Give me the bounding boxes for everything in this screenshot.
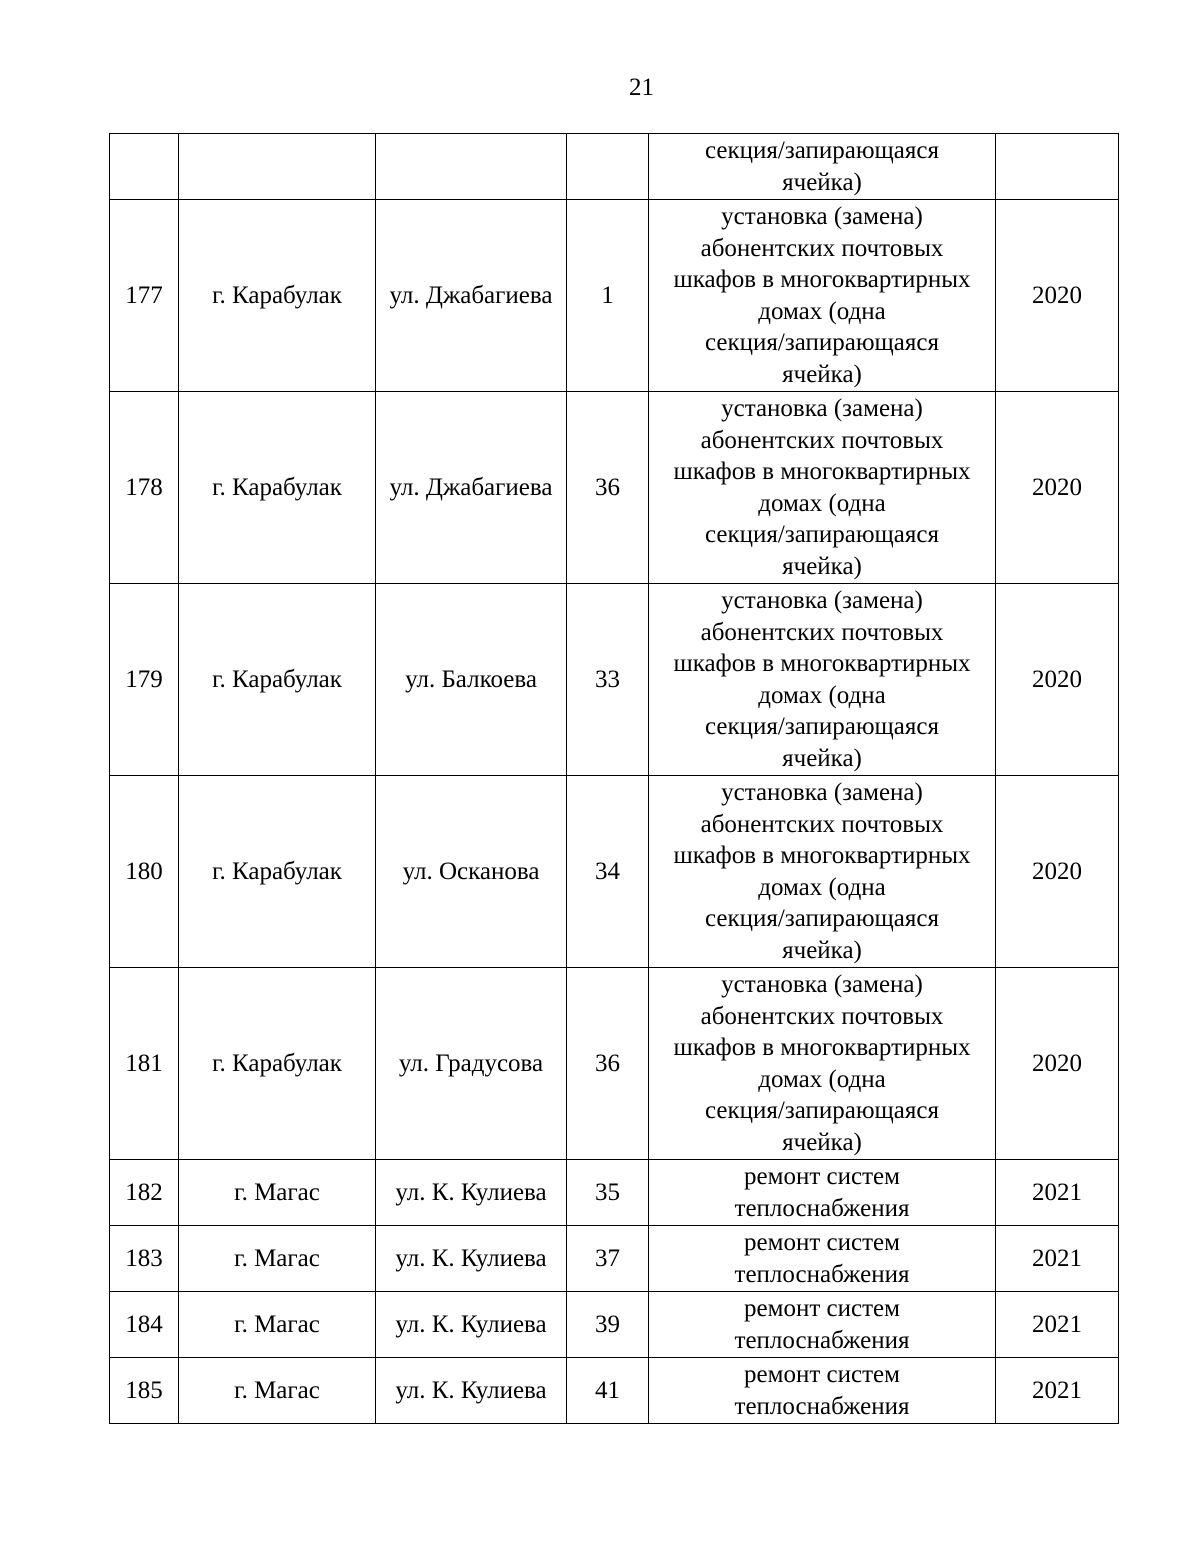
cell-work-type: ремонт систем теплоснабжения [649,1160,996,1226]
cell-street: ул. К. Кулиева [376,1358,567,1424]
table-row [110,776,1119,968]
cell-house: 35 [567,1160,649,1226]
cell-house: 33 [567,584,649,776]
cell-number: 179 [110,584,179,776]
table-row [110,1358,1119,1424]
cell-year: 2021 [996,1292,1119,1358]
cell-work-type: установка (замена) абонентских почтовых шкафов в многоквартирных домах (одна секция/запирающаяся ячейка) [649,584,996,776]
cell-year [996,134,1119,200]
table-row [110,392,1119,584]
cell-number: 177 [110,200,179,392]
cell-work-type: ремонт систем теплоснабжения [649,1292,996,1358]
table-row [110,584,1119,776]
cell-number: 181 [110,968,179,1160]
cell-street [376,134,567,200]
cell-number: 180 [110,776,179,968]
cell-street: ул. Балкоева [376,584,567,776]
cell-number: 184 [110,1292,179,1358]
cell-house: 34 [567,776,649,968]
table-row [110,1226,1119,1292]
cell-city: г. Карабулак [179,392,376,584]
cell-city: г. Карабулак [179,968,376,1160]
page-number: 21 [629,74,654,101]
cell-street: ул. Джабагиева [376,392,567,584]
cell-house: 1 [567,200,649,392]
cell-house: 41 [567,1358,649,1424]
cell-city: г. Магас [179,1226,376,1292]
cell-year: 2020 [996,584,1119,776]
cell-city: г. Магас [179,1292,376,1358]
cell-year: 2020 [996,200,1119,392]
table-row [110,1292,1119,1358]
cell-city: г. Карабулак [179,584,376,776]
cell-house: 39 [567,1292,649,1358]
cell-work-type: установка (замена) абонентских почтовых шкафов в многоквартирных домах (одна секция/запирающаяся ячейка) [649,200,996,392]
cell-work-type: ремонт систем теплоснабжения [649,1358,996,1424]
cell-number [110,134,179,200]
cell-number: 183 [110,1226,179,1292]
cell-year: 2020 [996,776,1119,968]
cell-street: ул. К. Кулиева [376,1292,567,1358]
table-row [110,968,1119,1160]
cell-house: 37 [567,1226,649,1292]
cell-number: 182 [110,1160,179,1226]
cell-house: 36 [567,392,649,584]
cell-year: 2021 [996,1226,1119,1292]
cell-year: 2021 [996,1160,1119,1226]
cell-street: ул. Джабагиева [376,200,567,392]
cell-number: 185 [110,1358,179,1424]
cell-street: ул. К. Кулиева [376,1226,567,1292]
cell-year: 2020 [996,968,1119,1160]
cell-street: ул. Градусова [376,968,567,1160]
cell-city: г. Карабулак [179,200,376,392]
cell-house: 36 [567,968,649,1160]
cell-work-type: установка (замена) абонентских почтовых шкафов в многоквартирных домах (одна секция/запирающаяся ячейка) [649,776,996,968]
cell-street: ул. Осканова [376,776,567,968]
table-row [110,1160,1119,1226]
table-row [110,200,1119,392]
cell-work-type: установка (замена) абонентских почтовых шкафов в многоквартирных домах (одна секция/запирающаяся ячейка) [649,968,996,1160]
cell-year: 2020 [996,392,1119,584]
works-table [109,133,1119,1424]
cell-city: г. Карабулак [179,776,376,968]
cell-work-type: ремонт систем теплоснабжения [649,1226,996,1292]
cell-street: ул. К. Кулиева [376,1160,567,1226]
cell-year: 2021 [996,1358,1119,1424]
cell-city: г. Магас [179,1160,376,1226]
table-row-continued [110,134,1119,200]
cell-number: 178 [110,392,179,584]
cell-house [567,134,649,200]
cell-work-type: секция/запирающаяся ячейка) [649,134,996,200]
cell-city [179,134,376,200]
cell-work-type: установка (замена) абонентских почтовых шкафов в многоквартирных домах (одна секция/запирающаяся ячейка) [649,392,996,584]
cell-city: г. Магас [179,1358,376,1424]
